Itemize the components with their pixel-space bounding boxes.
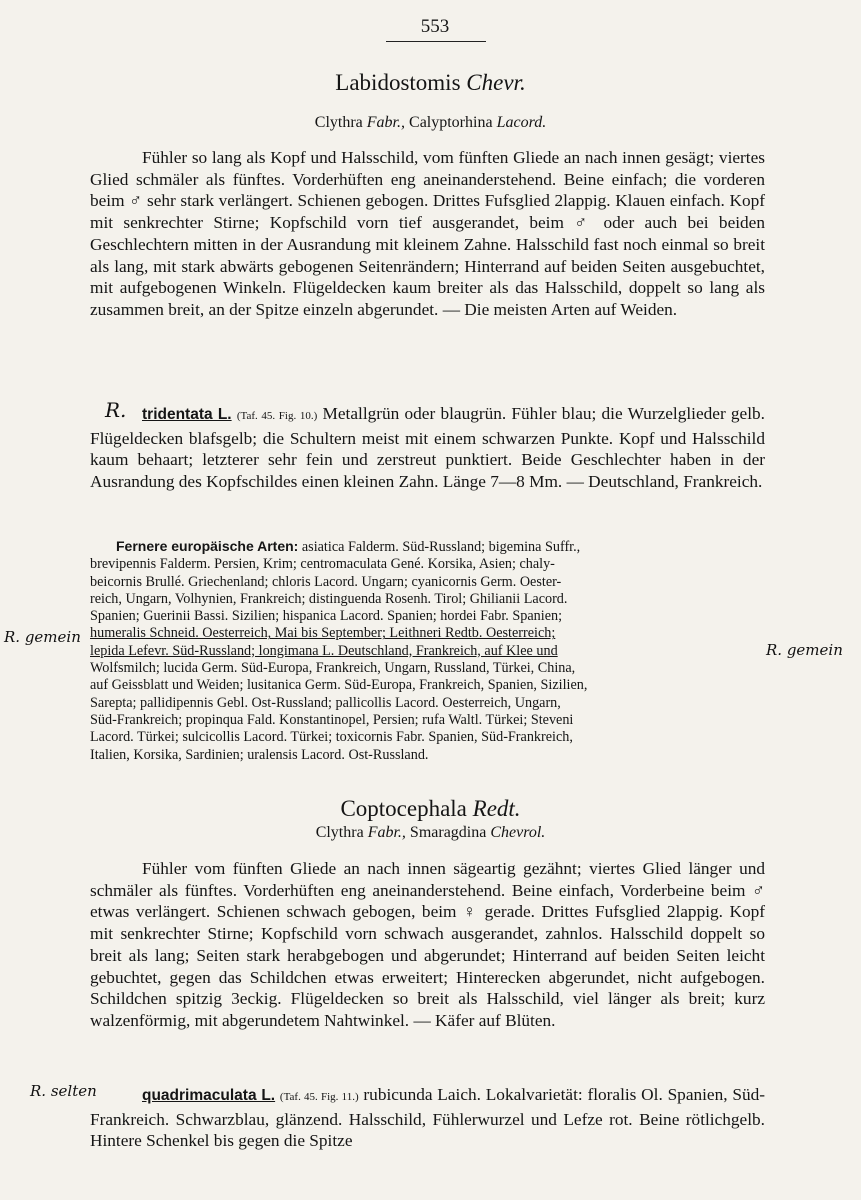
synonym-1: Clythra [314, 114, 367, 131]
synonym-1: Clythra [315, 824, 368, 841]
genus-description-coptocephala: Fühler vom fünften Gliede an nach innen sägeartig gezähnt; viertes Glied länger und schmäler als fünftes. Vorderhüften eng aneinanderstehend. Beine einfach, Vorderbeine beim ♂ etwas verlängert. Schienen schwach gebogen, beim ♀ gerade. Drittes Fufsglied 2lappig. Kopf mit senkrechter Stirne; Kopfschild vorn schwach ausgerandet, zahnlos. Halsschild doppelt so breit als lang; Seiten stark herabgebogen und abgerundet; Hinterrand auf beiden Seiten leicht gebuchtet, gegen das Schildchen etwas erweitert; Hinterecken abgerundet, nicht aufgebogen. Schildchen spitzig 3eckig. Flügeldecken so breit als Halsschild, viel länger als breit; kurz walzenförmig, mit abgerundetem Nahtwinkel. — Käfer auf Blüten. [90, 859, 765, 1030]
other-species-line: beicornis Brullé. Griechenland; chloris Lacord. Ungarn; cyanicornis Germ. Oester- [90, 573, 562, 590]
handwritten-mark-longimana: R. gemein [766, 641, 843, 659]
genus-name: Coptocephala [340, 796, 473, 821]
other-species-line: reich, Ungarn, Volhynien, Frankreich; distinguenda Rosenh. Tirol; Ghilianii Lacord. [90, 590, 568, 607]
other-european-species [90, 538, 765, 764]
species-description-quadrimaculata: rubicunda Laich. Lokalvarietät: floralis Ol. Spanien, Süd-Frankreich. Schwarzblau, glänzend. Halsschild, Fühlerwurzel und Lefze rot. Beine rötlichgelb. Hintere Schenkel bis gegen die Spitze [90, 1085, 765, 1151]
genus-name: Labidostomis [335, 70, 467, 95]
other-species-line: Süd-Frankreich; propinqua Fald. Konstantinopel, Persien; rufa Waltl. Türkei; Steveni [90, 711, 574, 728]
synonym-2: Calyptorhina [405, 114, 497, 131]
genus-author: Chevr. [466, 70, 526, 95]
synonyms-labidostomis [0, 114, 861, 132]
species-name-quadrimaculata: quadrimaculata L. [142, 1087, 276, 1104]
genus-description-labidostomis: Fühler so lang als Kopf und Halsschild, vom fünften Gliede an nach innen gesägt; viertes Glied schmäler als fünftes. Vorderhüften eng aneinanderstehend. Beine einfach; die vorderen beim ♂ sehr stark verlängert. Schienen gebogen. Drittes Fufsglied 2lappig. Klauen einfach. Kopf mit senkrechter Stirne; Kopfschild vorn tief ausgerandet, beim ♂ oder auch bei beiden Geschlechtern mitten in der Ausrandung mit kleinem Zahne. Halsschild fast noch einmal so breit als lang, mit stark abwärts gebogenen Seitenrändern; Hinterrand auf beiden Seiten ausgebuchtet, mit aufgebogenen Winkeln. Flügeldecken kaum breiter als das Halsschild, doppelt so lang als zusammen breit, an der Spitze einzeln abgerundet. — Die meisten Arten auf Weiden. [90, 148, 765, 319]
handwritten-mark-tridentata: R. [105, 398, 127, 422]
other-species-line: auf Geissblatt und Weiden; lusitanica Germ. Süd-Europa, Frankreich, Spanien, Sizilien, [90, 677, 588, 694]
other-species-heading: Fernere europäische Arten: [116, 538, 299, 554]
species-description-tridentata: Metallgrün oder blaugrün. Fühler blau; die Wurzelglieder gelb. Flügeldecken blafsgelb; die Schultern meist mit einem schwarzen Punkte. Kopf und Halsschild kaum behaart; letzterer sehr fein und zerstreut punktiert. Beide Geschlechter haben in der Ausrandung des Kopfschildes einen kleinen Zahn. Länge 7—8 Mm. — Deutschland, Frankreich. [90, 404, 765, 492]
synonym-1-author: Fabr., [366, 114, 406, 131]
other-species-line: Lacord. Türkei; sulcicollis Lacord. Türkei; toxicornis Fabr. Spanien, Süd-Frankreich, [90, 729, 573, 746]
other-species-line: brevipennis Falderm. Persien, Krim; centromaculata Gené. Korsika, Asien; chaly- [90, 556, 555, 573]
synonym-2: Smaragdina [405, 824, 491, 841]
other-species-line: Wolfsmilch; lucida Germ. Süd-Europa, Frankreich, Ungarn, Russland, Türkei, China, [90, 660, 576, 677]
other-species-line: humeralis Schneid. Oesterreich, Mai bis September; Leithneri Redtb. Oesterreich; [90, 625, 556, 642]
synonym-1-author: Fabr., [367, 824, 406, 841]
page-number-rule [386, 41, 486, 42]
other-species-line: Sarepta; pallidipennis Gebl. Ost-Russland; pallicollis Lacord. Oesterreich, Ungarn, [90, 694, 561, 711]
plate-reference-tridentata: (Taf. 45. Fig. 10.) [236, 410, 318, 422]
other-species-line [90, 538, 765, 556]
genus-author: Redt. [472, 796, 521, 821]
synonym-2-author: Chevrol. [490, 824, 546, 841]
synonyms-coptocephala [0, 824, 861, 842]
genus-title-coptocephala [0, 796, 861, 822]
species-entry-quadrimaculata [90, 1084, 765, 1152]
other-species-line: lepida Lefevr. Süd-Russland; longimana L. Deutschland, Frankreich, auf Klee und [90, 642, 558, 659]
species-name-tridentata: tridentata L. [142, 406, 232, 423]
species-entry-tridentata [90, 403, 765, 493]
handwritten-mark-humeralis: R. gemein [4, 628, 81, 646]
other-species-line: Spanien; Guerinii Bassi. Sizilien; hispanica Lacord. Spanien; hordei Fabr. Spanien; [90, 608, 563, 625]
other-species-line: Italien, Korsika, Sardinien; uralensis Lacord. Ost-Russland. [90, 746, 429, 763]
synonym-2-author: Lacord. [496, 114, 547, 131]
genus-title-labidostomis [0, 70, 861, 96]
plate-reference-quadrimaculata: (Taf. 45. Fig. 11.) [279, 1091, 359, 1103]
other-species-text: asiatica Falderm. Süd-Russland; bigemina Suffr., [298, 539, 581, 555]
handwritten-mark-quadrimaculata: R. selten [30, 1082, 97, 1100]
page-number: 553 [420, 16, 450, 37]
